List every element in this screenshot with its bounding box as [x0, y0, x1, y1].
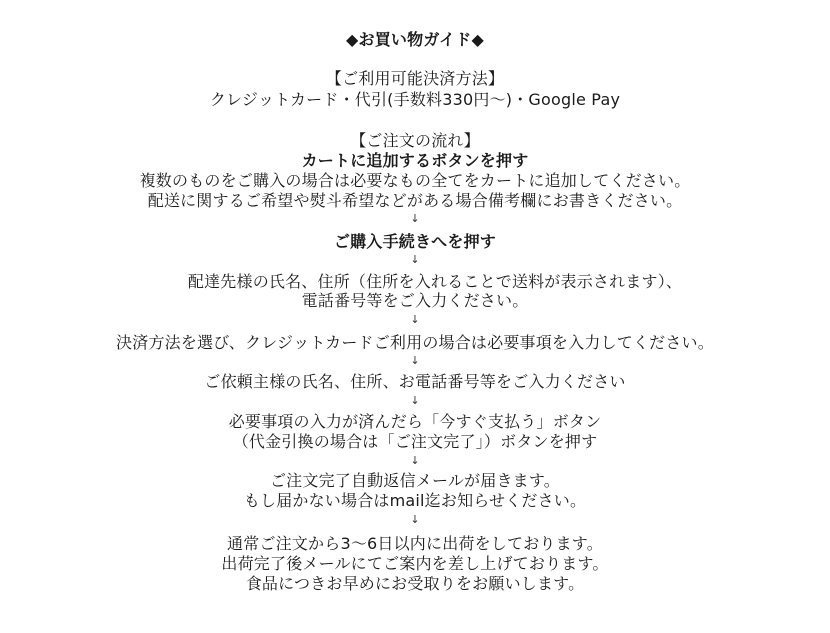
step7-line2: もし届かない場合はmail迄お知らせください。 — [243, 491, 587, 510]
step1-title: カートに追加するボタンを押す — [301, 151, 529, 170]
step1-line1: 複数のものをご購入の場合は必要なもの全てをカートに追加してください。 — [139, 171, 691, 190]
step8-line3: 食品につきお早めにお受取りをお願いします。 — [245, 574, 585, 593]
step7-line1: ご注文完了自動返信メールが届きます。 — [269, 471, 560, 490]
order-flow-heading: 【ご注文の流れ】 — [350, 131, 480, 150]
payment-methods: クレジットカード・代引(手数料330円〜)・Google Pay — [209, 90, 621, 109]
step5-line1: ご依頼主様の氏名、住所、お電話番号等をご入力ください — [204, 372, 626, 391]
arrow-icon: ↓ — [410, 212, 420, 225]
step4-line1: 決済方法を選び、クレジットカードご利用の場合は必要事項を入力してください。 — [116, 333, 714, 352]
arrow-icon: ↓ — [410, 454, 420, 467]
step2-title: ご購入手続きへを押す — [333, 232, 496, 251]
arrow-icon: ↓ — [410, 313, 420, 326]
step3-line1: 配達先様の氏名、住所（住所を入れることで送料が表示されます）、 — [187, 272, 683, 291]
step3-line2: 電話番号等をご入力ください。 — [301, 291, 529, 310]
step6-line2: （代金引換の場合は「ご注文完了」）ボタンを押す — [232, 432, 598, 451]
step1-line2: 配送に関するご希望や熨斗希望などがある場合備考欄にお書きください。 — [147, 191, 683, 210]
guide-title: ◆お買い物ガイド◆ — [346, 30, 484, 49]
arrow-icon: ↓ — [410, 394, 420, 407]
step8-line2: 出荷完了後メールにてご案内を差し上げております。 — [221, 554, 609, 573]
payment-heading: 【ご利用可能決済方法】 — [325, 69, 505, 88]
step6-line1: 必要事項の入力が済んだら「今すぐ支払う」ボタン — [228, 412, 602, 431]
arrow-icon: ↓ — [410, 354, 420, 367]
step8-line1: 通常ご注文から3〜6日以内に出荷をしております。 — [227, 534, 603, 553]
arrow-icon: ↓ — [410, 513, 420, 526]
arrow-icon: ↓ — [410, 253, 420, 266]
